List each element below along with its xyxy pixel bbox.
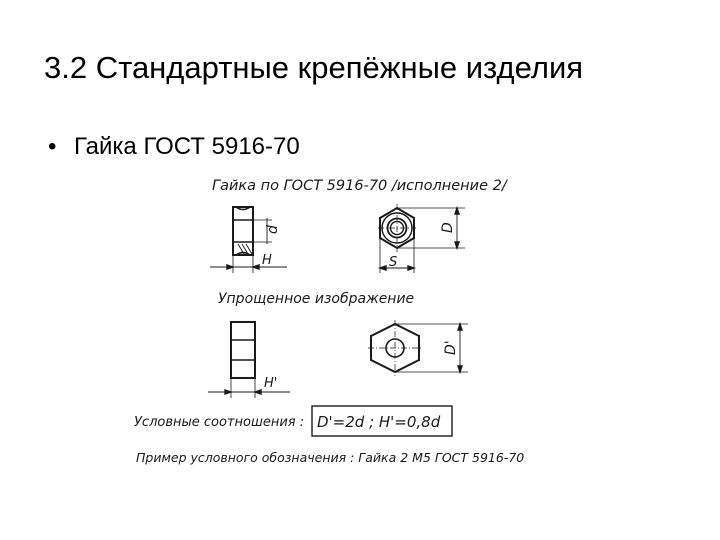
slide-title: 3.2 Стандартные крепёжные изделия <box>44 50 584 85</box>
nut-side-view <box>210 207 287 273</box>
label-d: d <box>265 225 281 234</box>
label-H: H <box>262 253 272 268</box>
simplified-heading: Упрощенное изображение <box>218 291 415 307</box>
label-S: S <box>389 255 398 270</box>
relations-formula: D'=2d ; H'=0,8d <box>317 413 441 431</box>
bullet-text: Гайка ГОСТ 5916-70 <box>74 133 300 160</box>
bullet-dot: • <box>48 133 57 160</box>
label-H-prime: H' <box>264 376 278 391</box>
nut-technical-drawing <box>130 170 560 480</box>
label-D-prime: D' <box>443 340 459 355</box>
label-D: D <box>440 222 456 233</box>
drawing-svg <box>130 170 560 480</box>
relations-label: Условные соотношения : <box>134 415 305 430</box>
simplified-side-view <box>208 322 290 398</box>
designation-example: Пример условного обозначения : Гайка 2 М5 ГОСТ 5916-70 <box>136 450 525 465</box>
bullet-item <box>48 133 300 161</box>
drawing-heading: Гайка по ГОСТ 5916-70 /исполнение 2/ <box>212 178 507 194</box>
